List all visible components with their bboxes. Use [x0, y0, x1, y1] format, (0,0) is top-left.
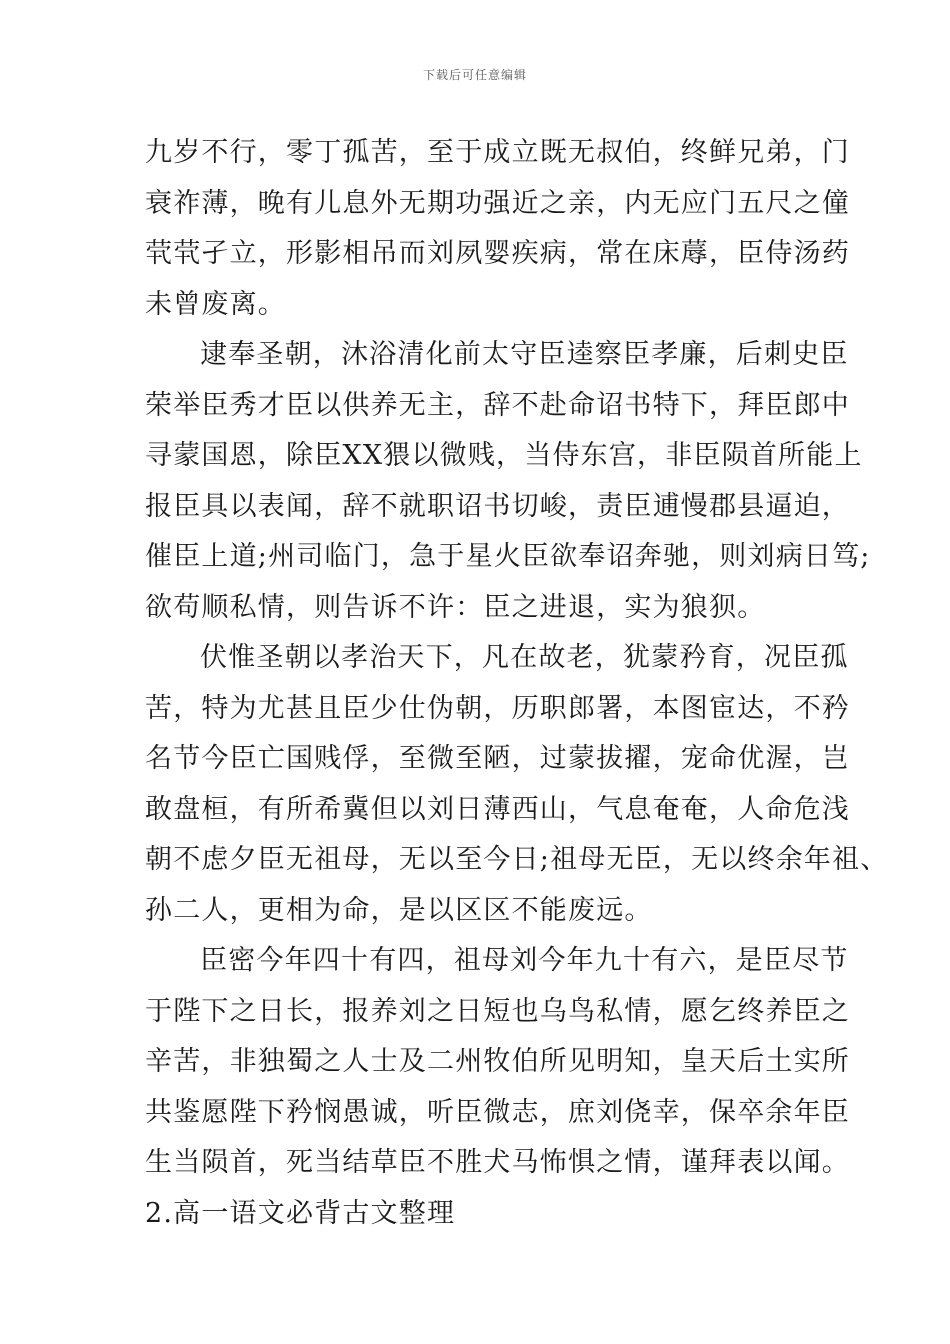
text-line: 敢盘桓，有所希冀但以刘日薄西山，气息奄奄，人命危浅 — [145, 793, 850, 825]
text-line: 名节今臣亡国贱俘，至微至陋，过蒙拔擢，宠命优渥，岂 — [145, 743, 850, 774]
page-header: 下载后可任意编辑 — [422, 68, 527, 82]
text-line: 荣举臣秀才臣以供养无主，辞不赴命诏书特下，拜臣郎中 — [145, 389, 850, 421]
text-line: 生当陨首，死当结草臣不胜犬马怖惧之情，谨拜表以闻。 — [145, 1147, 850, 1178]
paragraph-start-line: 臣密今年四十有四，祖母刘今年九十有六，是臣尽节 — [200, 945, 849, 976]
text-line: 于陛下之日长，报养刘之日短也乌鸟私情，愿乞终养臣之 — [145, 995, 850, 1027]
paragraph-start-line: 伏惟圣朝以孝治天下，凡在故老，犹蒙矜育，况臣孤 — [200, 642, 849, 673]
text-line: 共鉴愿陛下矜悯愚诚，听臣微志，庶刘侥幸，保卒余年臣 — [145, 1096, 850, 1128]
text-line: 寻蒙国恩，除臣XX猥以微贱，当侍东宫，非臣陨首所能上 — [145, 440, 863, 471]
text-line: 催臣上道;州司临门，急于星火臣欲奉诏奔驰，则刘病日笃; — [145, 541, 871, 572]
text-line: 未曾废离。 — [145, 288, 286, 320]
text-line: 报臣具以表闻，辞不就职诏书切峻，责臣逋慢郡县逼迫， — [145, 490, 850, 522]
text-line: 苦，特为尤甚且臣少仕伪朝，历职郎署，本图宦达，不矜 — [145, 692, 850, 724]
section-heading: 2.高一语文必背古文整理 — [145, 1197, 456, 1229]
document-body — [145, 128, 889, 1239]
text-line: 辛苦，非独蜀之人士及二州牧伯所见明知，皇天后土实所 — [145, 1046, 850, 1077]
text-line: 孙二人，更相为命，是以区区不能废远。 — [145, 894, 653, 926]
text-line: 朝不虑夕臣无祖母，无以至今日;祖母无臣，无以终余年祖、 — [145, 844, 889, 875]
text-line: 欲苟顺私情，则告诉不许：臣之进退，实为狼狈。 — [145, 591, 766, 623]
text-line: 茕茕孑立，形影相吊而刘夙婴疾病，常在床蓐，臣侍汤药 — [145, 238, 850, 269]
text-line: 衰祚薄，晚有儿息外无期功强近之亲，内无应门五尺之僮 — [145, 187, 850, 219]
text-line: 九岁不行，零丁孤苦，至于成立既无叔伯，终鲜兄弟，门 — [145, 137, 850, 168]
paragraph-start-line: 逮奉圣朝，沐浴清化前太守臣逵察臣孝廉，后刺史臣 — [200, 339, 849, 370]
